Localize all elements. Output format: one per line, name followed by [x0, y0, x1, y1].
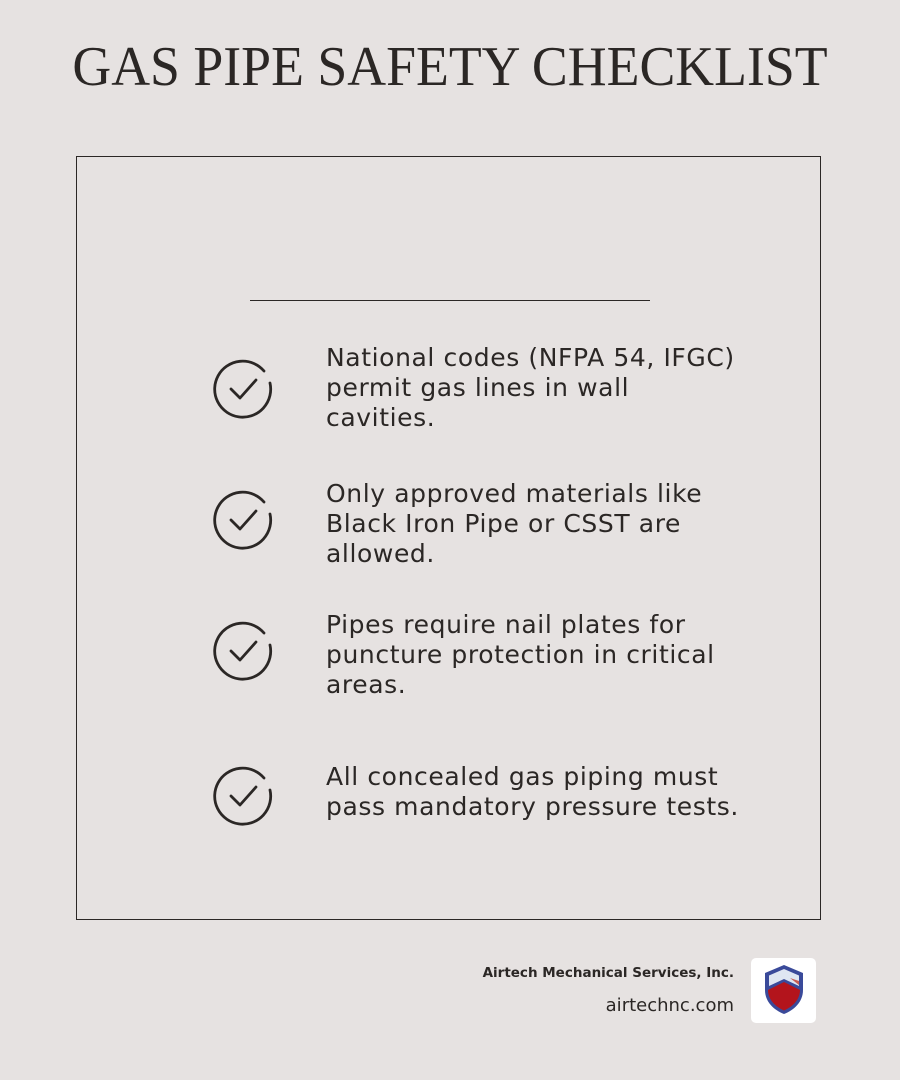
- checklist-item-text: Only approved materials like Black Iron Pipe or CSST are allowed.: [326, 479, 703, 568]
- check-circle-icon: [212, 488, 276, 552]
- checklist-item-text: Pipes require nail plates for puncture protection in critical areas.: [326, 610, 715, 699]
- divider-line: [250, 300, 650, 301]
- shield-logo-icon: [760, 962, 808, 1020]
- company-name: Airtech Mechanical Services, Inc.: [482, 965, 734, 981]
- checklist-item-text: National codes (NFPA 54, IFGC) permit gas lines in wall cavities.: [326, 343, 735, 432]
- check-circle-icon: [212, 619, 276, 683]
- checklist-item-text: All concealed gas piping must pass mandatory pressure tests.: [326, 762, 739, 821]
- website-link[interactable]: airtechnc.com: [605, 995, 734, 1016]
- company-logo: [751, 958, 816, 1023]
- check-circle-icon: [212, 357, 276, 421]
- check-circle-icon: [212, 764, 276, 828]
- page-title: GAS PIPE SAFETY CHECKLIST: [72, 36, 828, 98]
